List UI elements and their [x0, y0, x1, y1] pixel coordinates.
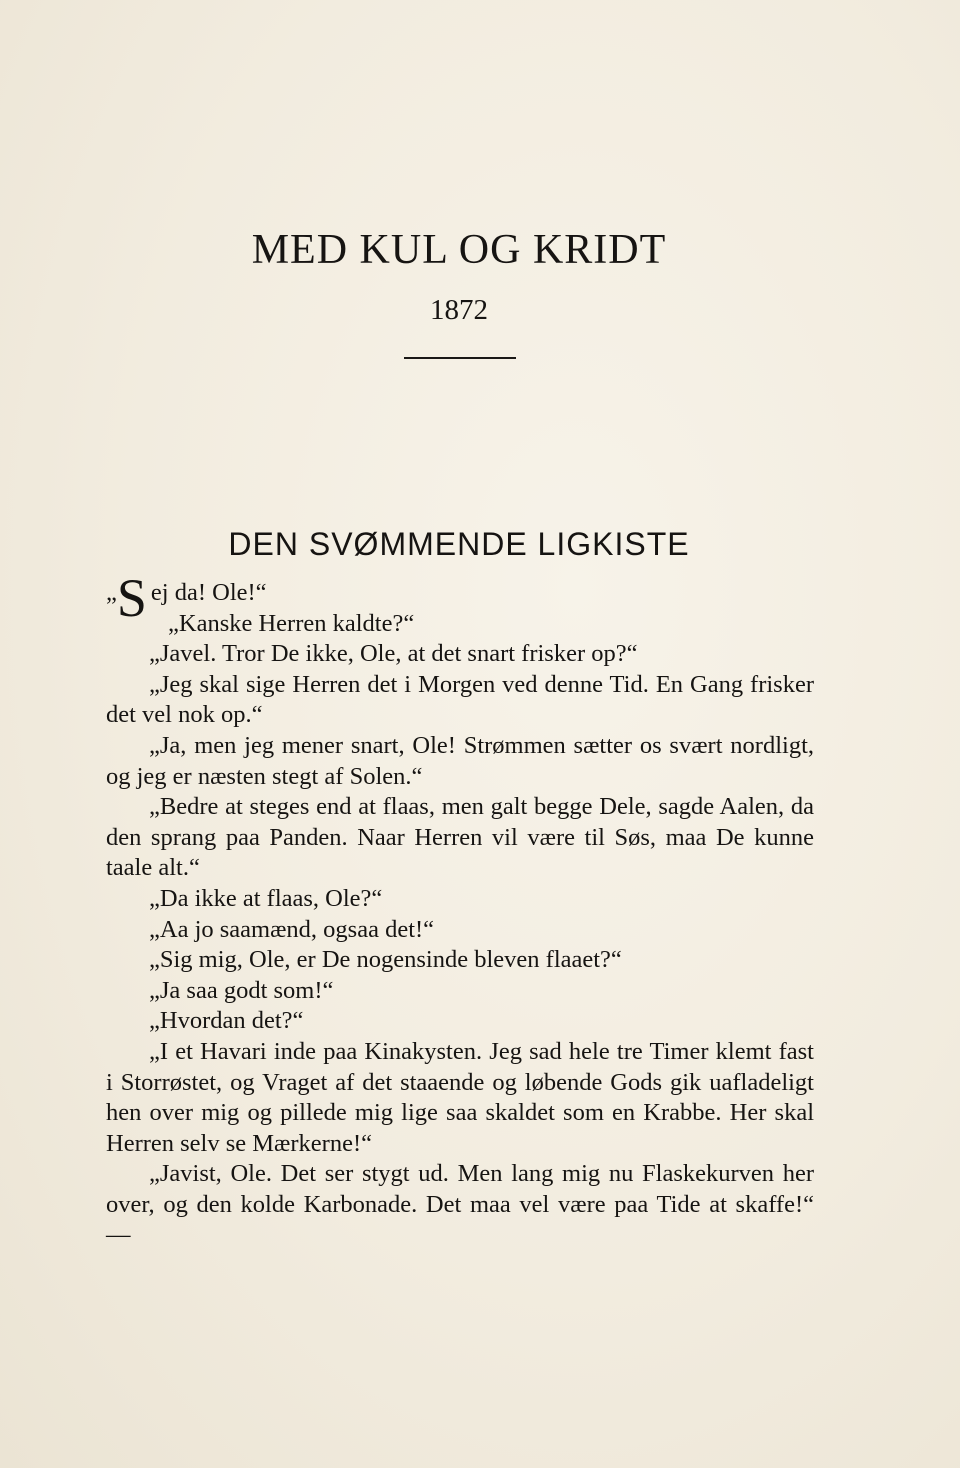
- paragraph: „Aa jo saamænd, ogsaa det!“: [149, 915, 435, 943]
- chapter-title: DEN SVØMMENDE LIGKISTE: [228, 526, 690, 562]
- paragraph: „Javel. Tror De ikke, Ole, at det snart frisker op?“: [149, 640, 638, 668]
- paragraph: „I et Havari inde paa Kinakysten. Jeg sad hele tre Timer klemt fast i Storrøstet, og Vraget af det staaende og løbende Gods gik uafladeligt hen over mig og pillede mig lige saa skaldet som en Krabbe. Her skal Herren selv se Mærkerne!“: [106, 1037, 814, 1157]
- opening-paragraph: [106, 568, 814, 639]
- paragraph: „Jeg skal sige Herren det i Morgen ved denne Tid. En Gang frisker det vel nok op.“: [106, 670, 814, 729]
- paragraph: „Da ikke at flaas, Ole?“: [149, 884, 383, 912]
- title-divider: [404, 357, 516, 359]
- book-title: MED KUL OG KRIDT: [251, 227, 667, 273]
- chapter-text: [106, 568, 814, 1251]
- opening-quote-mark: „: [106, 579, 117, 606]
- paragraph: „Ja saa godt som!“: [149, 976, 334, 1004]
- drop-cap: S: [116, 568, 147, 628]
- opening-second-line: „Kanske Herren kaldte?“: [168, 609, 415, 637]
- book-year: 1872: [430, 294, 488, 326]
- paragraph: „Sig mig, Ole, er De nogensinde bleven flaaet?“: [149, 946, 622, 974]
- opening-line-rest: ej da! Ole!“: [150, 579, 267, 606]
- paragraph: „Bedre at steges end at flaas, men galt begge Dele, sagde Aalen, da den sprang paa Panden. Naar Herren vil være til Søs, maa De kunne taale alt.“: [106, 793, 814, 882]
- paragraph: „Javist, Ole. Det ser stygt ud. Men lang mig nu Flaskekurven her over, og den kolde Karbonade. Det maa vel være paa Tide at skaffe!“ —: [106, 1160, 814, 1249]
- paragraph: „Ja, men jeg mener snart, Ole! Strømmen sætter os svært nordligt, og jeg er næsten stegt af Solen.“: [106, 731, 814, 790]
- paragraph: „Hvordan det?“: [149, 1007, 304, 1035]
